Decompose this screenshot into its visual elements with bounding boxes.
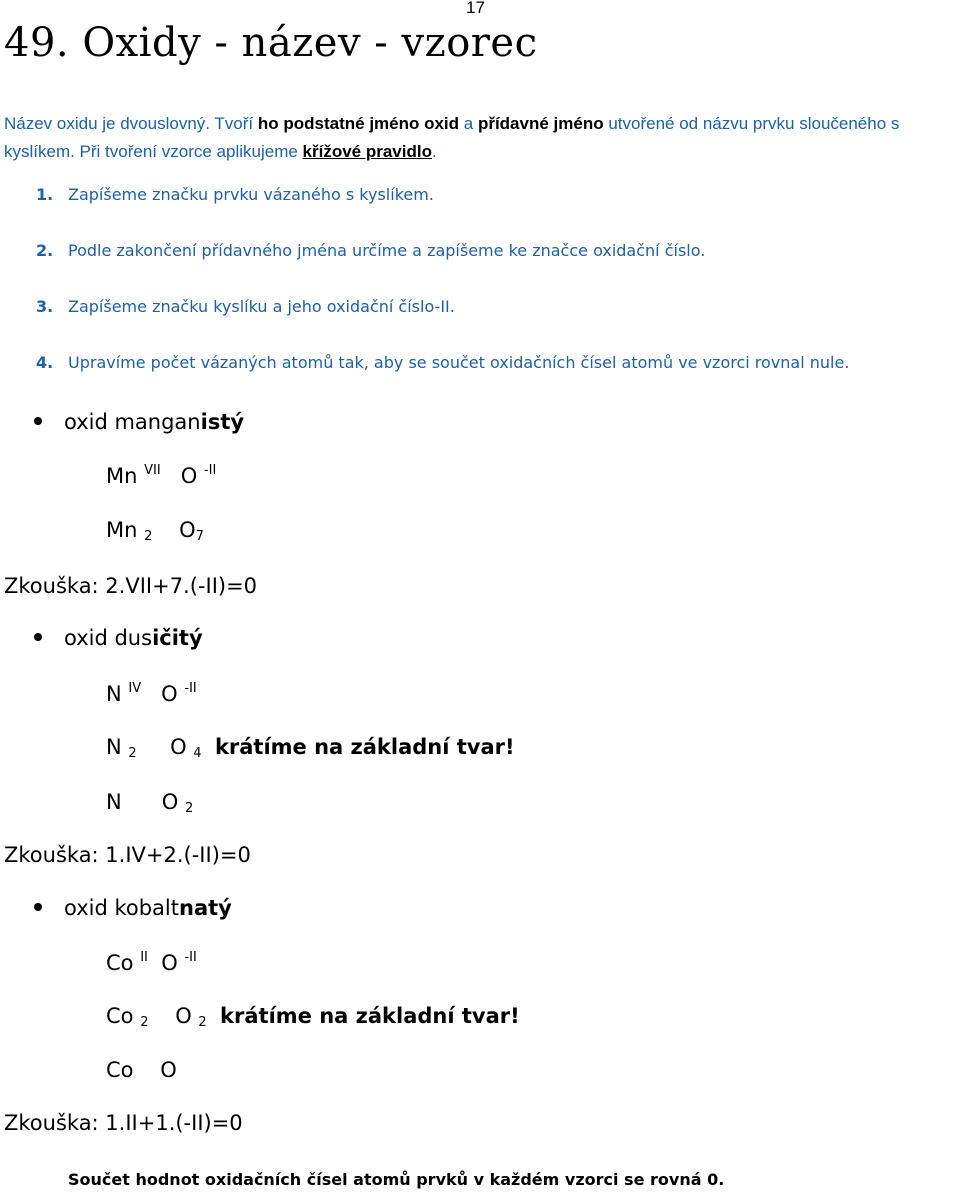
oxidation-number: VII xyxy=(144,463,161,478)
intro-text-4: . xyxy=(431,142,437,161)
example-2-line-3 xyxy=(106,790,193,816)
element-symbol: N xyxy=(106,790,122,814)
step-number: 4. xyxy=(36,353,54,372)
atom-count: 2 xyxy=(140,1015,149,1030)
element-symbol: O xyxy=(161,790,179,814)
element-symbol: O xyxy=(179,518,196,542)
example-name-bold: natý xyxy=(179,896,232,920)
summary-note: Součet hodnot oxidačních čísel atomů prvků v každém vzorci se rovná 0. xyxy=(68,1170,725,1189)
oxidation-number: -II xyxy=(184,681,197,696)
element-symbol: O xyxy=(170,735,187,759)
example-name-bold: istý xyxy=(200,410,245,434)
example-1-line-1 xyxy=(106,463,216,488)
page-title: 49. Oxidy - název - vzorec xyxy=(4,20,538,66)
oxidation-number: -II xyxy=(184,950,197,965)
element-symbol: Mn xyxy=(106,464,138,488)
page-number: 17 xyxy=(466,0,485,17)
example-name-plain: oxid kobalt xyxy=(64,896,179,920)
oxidation-number: II xyxy=(140,950,148,965)
example-3-line-2 xyxy=(106,1004,520,1030)
intro-paragraph xyxy=(4,110,944,166)
reduction-note: krátíme na základní tvar! xyxy=(220,1004,520,1028)
step-number: 1. xyxy=(36,185,54,204)
intro-text-3: utvořené od názvu prvku sloučeného s kyslíkem. Při tvoření vzorce aplikujeme xyxy=(4,114,900,161)
element-symbol: O xyxy=(180,464,198,488)
element-symbol: Co xyxy=(106,1058,134,1082)
example-2-line-1 xyxy=(106,681,197,706)
element-symbol: N xyxy=(106,735,122,759)
step-4 xyxy=(36,353,849,372)
intro-bold-1: ho podstatné jméno oxid xyxy=(257,114,460,133)
atom-count: 7 xyxy=(195,529,204,544)
oxidation-number: IV xyxy=(128,681,142,696)
example-name-plain: oxid mangan xyxy=(64,410,201,434)
bullet-icon xyxy=(34,633,42,641)
element-symbol: Mn xyxy=(106,518,138,542)
element-symbol: O xyxy=(161,951,178,975)
example-3-line-1 xyxy=(106,950,197,975)
intro-bold-2: přídavné jméno xyxy=(477,114,604,133)
example-1-name xyxy=(34,410,244,434)
atom-count: 2 xyxy=(185,801,194,816)
step-text: Zapíšeme značku kyslíku a jeho oxidační číslo-II. xyxy=(68,297,455,316)
element-symbol: O xyxy=(175,1004,192,1028)
reduction-note: krátíme na základní tvar! xyxy=(214,735,515,759)
example-2-name xyxy=(34,626,203,650)
atom-count: 4 xyxy=(193,746,202,761)
example-3-check: Zkouška: 1.II+1.(-II)=0 xyxy=(4,1111,243,1135)
example-name-plain: oxid dus xyxy=(64,626,153,650)
step-2 xyxy=(36,241,705,260)
example-1-line-2 xyxy=(106,518,204,544)
element-symbol: N xyxy=(106,682,122,706)
step-3 xyxy=(36,297,455,316)
step-number: 3. xyxy=(36,297,54,316)
example-3-line-3 xyxy=(106,1058,177,1082)
example-name-bold: ičitý xyxy=(152,626,203,650)
atom-count: 2 xyxy=(144,529,153,544)
step-number: 2. xyxy=(36,241,54,260)
example-1-check: Zkouška: 2.VII+7.(-II)=0 xyxy=(4,574,258,598)
bullet-icon xyxy=(34,417,42,425)
step-text: Upravíme počet vázaných atomů tak, aby se součet oxidačních čísel atomů ve vzorci rovnal nule. xyxy=(68,353,850,372)
example-2-line-2 xyxy=(106,735,515,761)
intro-bold-3: křížové pravidlo xyxy=(302,142,432,161)
atom-count: 2 xyxy=(198,1015,207,1030)
step-text: Zapíšeme značku prvku vázaného s kyslíkem. xyxy=(68,185,434,204)
element-symbol: O xyxy=(161,682,178,706)
element-symbol: O xyxy=(160,1058,177,1082)
oxidation-number: -II xyxy=(203,463,217,478)
element-symbol: Co xyxy=(106,1004,134,1028)
intro-text-2: a xyxy=(459,114,478,133)
step-text: Podle zakončení přídavného jména určíme a zapíšeme ke značce oxidační číslo. xyxy=(68,241,706,260)
example-3-name xyxy=(34,896,232,920)
element-symbol: Co xyxy=(106,951,134,975)
intro-text-1: Název oxidu je dvouslovný. Tvoří xyxy=(4,114,258,133)
example-2-check: Zkouška: 1.IV+2.(-II)=0 xyxy=(4,843,251,867)
step-1 xyxy=(36,185,434,204)
bullet-icon xyxy=(34,903,42,911)
atom-count: 2 xyxy=(128,746,137,761)
